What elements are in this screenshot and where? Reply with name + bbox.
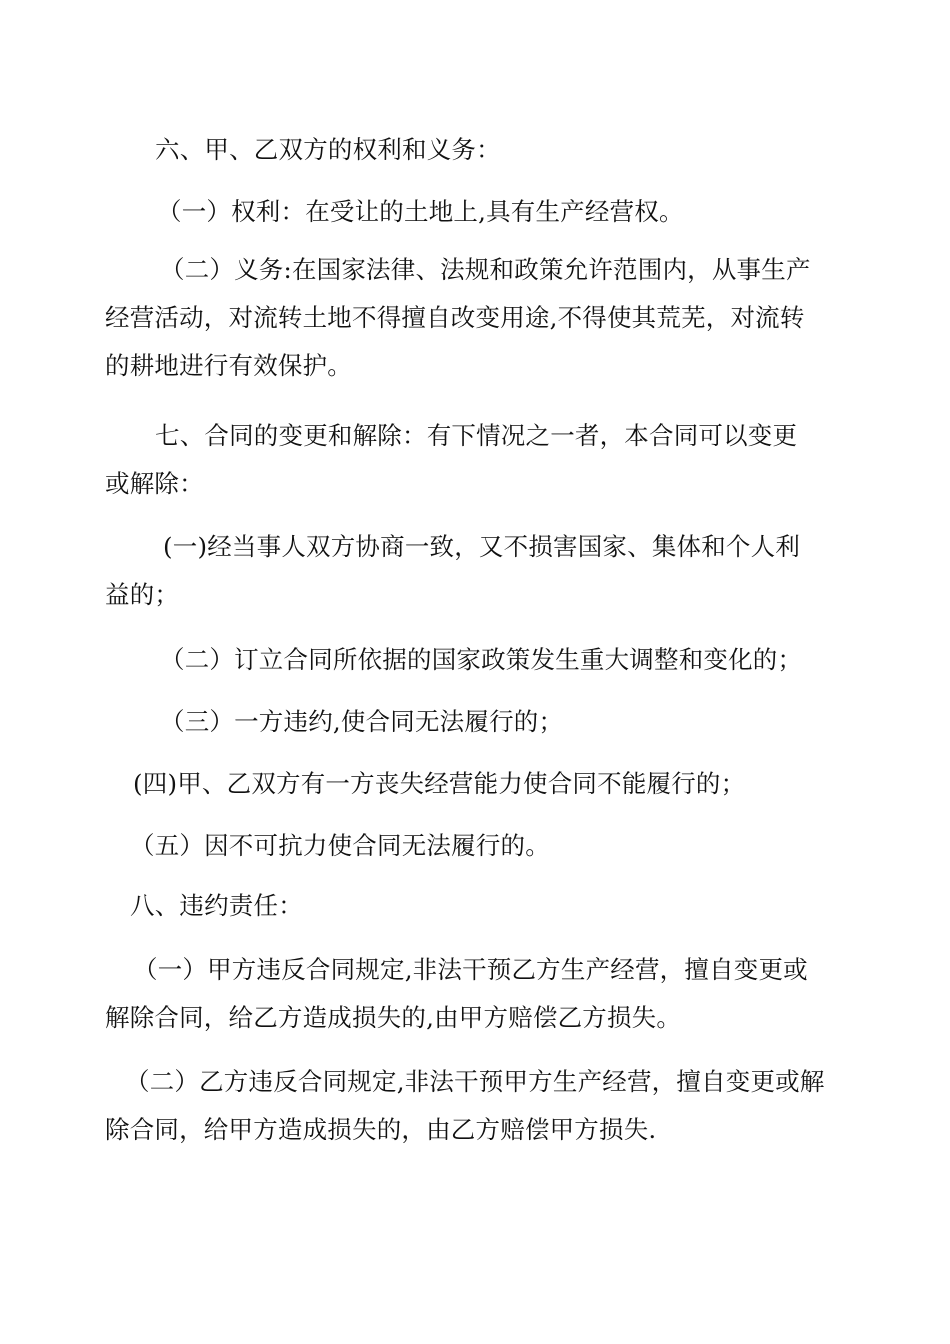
text-line: （二）订立合同所依据的国家政策发生重大调整和变化的； [160,645,803,674]
clause-change-mutual-agreement [105,523,850,619]
clause-change-incapacity [105,760,850,808]
clause-liability-party-a [105,946,850,1042]
text-line: （五）因不可抗力使合同无法履行的。 [130,831,550,860]
text-line: 或解除： [105,469,204,498]
text-line: (一)经当事人双方协商一致，又不损害国家、集体和个人利 [163,532,801,561]
clause-change-force-majeure [105,822,850,870]
text-line: 益的； [105,580,180,609]
section-heading-change-termination [105,412,850,508]
text-line: 经营活动，对流转土地不得擅自改变用途,不得使其荒芜，对流转 [105,303,805,332]
text-line: （一）甲方违反合同规定,非法干预乙方生产经营，擅自变更或 [133,955,808,984]
text-line: 除合同，给甲方造成损失的，由乙方赔偿甲方损失. [105,1115,657,1144]
text-line: （一）权利：在受让的土地上,具有生产经营权。 [157,197,684,226]
text-line: （二）义务:在国家法律、法规和政策允许范围内，从事生产 [160,255,811,284]
text-line: 的耕地进行有效保护。 [105,351,352,380]
clause-change-breach [105,698,850,746]
text-line: 六、甲、乙双方的权利和义务： [155,135,501,164]
text-line: （二）乙方违反合同规定,非法干预甲方生产经营，擅自变更或解 [125,1067,825,1096]
clause-liability-party-b [105,1058,850,1154]
clause-rights [105,188,850,236]
text-line: (四)甲、乙双方有一方丧失经营能力使合同不能履行的； [133,769,746,798]
text-line: （三）一方违约,使合同无法履行的； [160,707,564,736]
text-line: 八、违约责任： [130,891,303,920]
text-line: 解除合同，给乙方造成损失的,由甲方赔偿乙方损失。 [105,1003,682,1032]
clause-change-policy [105,636,850,684]
text-line: 七、合同的变更和解除：有下情况之一者，本合同可以变更 [155,421,798,450]
clause-obligations [105,246,850,390]
section-heading-rights-obligations [105,126,850,174]
section-heading-liability [105,882,850,930]
